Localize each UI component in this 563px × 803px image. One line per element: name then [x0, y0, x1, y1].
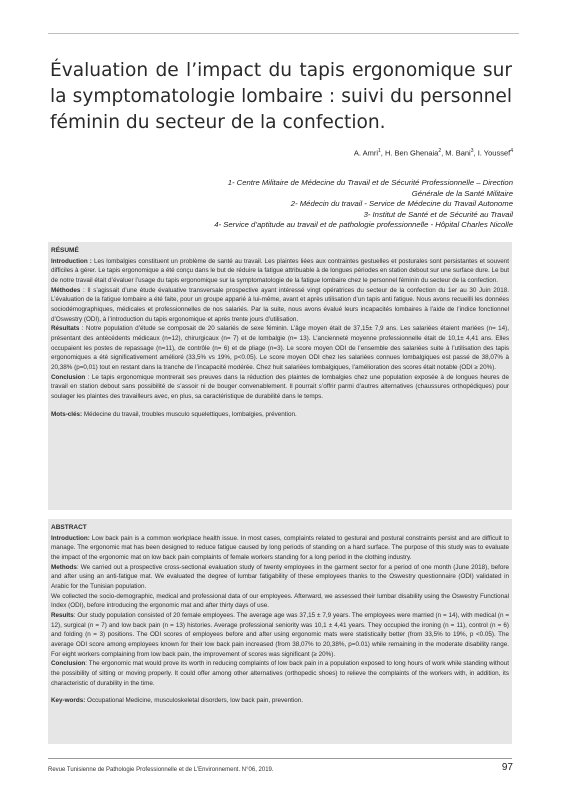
affiliation-line: 2- Médecin du travail - Service de Médecine du Travail Autonome — [290, 199, 513, 208]
section-label: Methods — [51, 563, 77, 571]
section-label: Conclusion — [51, 373, 86, 381]
author-name: I. Youssef — [477, 148, 511, 158]
author-name: M. Bani — [445, 148, 471, 158]
abstract-methods-continued: We collected the socio-demographic, medical and professional data of our employees. Afterward, we assessed their lumbar disability using the Oswestry Functional Index (ODI), before introducing the ergonomic mat and after thirty days of use. — [51, 592, 509, 610]
resume-heading: RÉSUMÉ — [51, 247, 79, 254]
author-affil-mark: 3 — [470, 148, 474, 154]
section-text: : Our study population consisted of 20 female employees. The average age was 37,15 ± 7,9 years. The employees were married (n = 14), with medical (n = 12), surgical (n = 7) and low back pain (n = 13) histories. Average professional seniority was 10,1 ± 4,41 years. They occupied the ironing (n = 11), control (n = 6) and folding (n = 3) positions. The ODI scores of employees before and after using ergonomic mats were statistically better (from 33,5% to 19%, p <0.05). The average ODI score among employees known for their low back pain increased (from 38,07% to 20,38%, p=0.01) while remaining in the moderate disability range. For eight workers complaining from low back pain, the improvement of scores was significant (≥ 20%). — [51, 611, 509, 658]
section-text: Les lombalgies constituent un problème de santé au travail. Les plaintes liées aux contraintes gestuelles et posturales sont persistantes et souvent difficiles à gérer. Le tapis ergonomique a été conçu dans le but de réduire la fatigue attribuable à de longues périodes en station debout sur une surface dure. Le but de notre travail était d’évaluer l’usage du tapis ergonomique sur la symptomatologie de la fatigue lombaire chez le personnel féminin du secteur de la confection. — [51, 257, 509, 284]
section-text: : Notre population d’étude se composait de 20 salariés de sexe féminin. L’âge moyen était de 37,15± 7,9 ans. Les salariées étaient mariées (n= 14), présentant des antécédents médicaux (n=12), chirurgicaux (n= 7) et de lombalgie (n= 13). L’ancienneté moyenne professionnelle était de 10,1± 4,41 ans. Elles occupaient les postes de repassage (n=11), de contrôle (n= 6) et de pliage (n=3). Le score moyen ODI de l’ensemble des salariées suite à l’utilisation des tapis ergonomiques a été significativement amélioré (33,5% vs 19%, p<0.05). Le score moyen ODI chez les salariées connues lombalgiques est passé de 38,07% à 20,38% (p=0,01) tout en restant dans la tranche de l’incapacité modérée. Chez huit salariées lombalgiques, l’amélioration des scores était notable (ODI ≥ 20%). — [51, 325, 509, 371]
section-label: Conclusion — [51, 660, 86, 668]
resume-methods — [51, 286, 509, 325]
affiliation-line: 3- Institut de Santé et de Sécurité au Travail — [363, 209, 513, 219]
section-label: Résultats — [51, 325, 80, 333]
abstract-results — [51, 611, 509, 659]
section-text: : The ergonomic mat would prove its worth in reducing complaints of low back pain in a population exposed to long hours of work while standing without the possibility of sitting or moving properly. It could offer among other alternatives (orthopedic shoes) to relieve the complaints of the workers with, in addition, its characteristic of durability in the time. — [51, 660, 509, 687]
author-name: A. Amri — [353, 148, 379, 158]
section-text: Occupational Medicine, musculoskeletal disorders, low back pain, prevention. — [85, 697, 304, 705]
abstract-box — [48, 519, 512, 744]
author-name: H. Ben Ghenaia — [384, 148, 439, 158]
section-label: Introduction: — [51, 534, 90, 542]
section-text: : Il s’agissait d’une étude évaluative transversale prospective ayant intéressé vingt opératrices du secteur de la confection du 1er au 30 Juin 2018. L’évaluation de la fatigue lombaire a été faite, pour un groupe apparié à lui-même, avant et après utilisation d’un tapis anti fatigue. Nous avons recueilli les données sociodémographiques, médicales et professionnelles de nos salariés. Par la suite, nous avons évalué leurs incapacités lombaires à l’aide de l’indice fonctionnel d’Oswestry (ODI), à l’introduction du tapis ergonomique et après trente jours d’utilisation. — [51, 286, 509, 323]
section-text: : Le tapis ergonomique montrerait ses preuves dans la réduction des plaintes de lombalgies chez une population exposée à de longues heures de travail en station debout sans possibilité de s’assoir ni de bouger convenablement. Il pourrait s’offrir parmi d’autres alternatives (chaussures orthopédiques) pour soulager les plaintes des travailleurs avec, en plus, sa caractéristique de durabilité dans le temps. — [51, 373, 509, 400]
section-text: Low back pain is a common workplace health issue. In most cases, complaints related to gestural and postural constraints persist and are difficult to manage. The ergonomic mat has been designed to reduce fatigue caused by long periods of standing on a hard surface. The purpose of this study was to evaluate the impact of the ergonomic mat on low back pain complaints of female workers standing for a long period in the clothing industry. — [51, 534, 509, 561]
abstract-heading: ABSTRACT — [51, 524, 87, 531]
author-affil-mark: 2 — [438, 148, 442, 154]
section-label: Key-words: — [51, 697, 86, 705]
section-label: Results — [51, 611, 74, 619]
affiliation-line: 4- Service d’aptitude au travail et de pathologie professionnelle - Hôpital Charles Nicolle — [214, 220, 513, 229]
journal-citation: Revue Tunisienne de Pathologie Professionnelle et de L’Environnement. N°06, 2019. — [48, 767, 274, 773]
footer-rule — [48, 758, 512, 759]
abstract-keywords — [51, 696, 509, 706]
section-label: Introduction : — [51, 257, 92, 265]
abstract-conclusion — [51, 659, 509, 688]
author-list: A. Amri$^1$, H. Ben Ghenaia$^2$, M. Bani$^3$, I. Youssef$^4$ — [353, 148, 513, 158]
resume-conclusion — [51, 373, 509, 402]
resume-keywords — [51, 410, 509, 420]
affiliation-line: 1- Centre Militaire de Médecine du Travail et de Sécurité Professionnelle – Direction — [227, 178, 513, 187]
article-title: Évaluation de l’impact du tapis ergonomique sur la symptomatologie lombaire : suivi du personnel féminin du secteur de la confection. — [50, 60, 512, 133]
abstract-methods — [51, 563, 509, 592]
author-affil-mark: 4 — [510, 148, 513, 154]
section-label: Mots-clés: — [51, 410, 83, 418]
section-text: : We carried out a prospective cross-sectional evaluation study of twenty employees in the garment sector for a period of one month (June 2018), before and after using an anti-fatigue mat. We evaluated the degree of lumbar fatigability of these employees thanks to the Oswestry questionnaire (ODI) validated in Arabic for the Tunisian population. — [51, 563, 509, 590]
page-number: 97 — [501, 762, 513, 773]
affiliations — [93, 178, 513, 231]
author-affil-mark: 1 — [378, 148, 381, 154]
resume-results — [51, 324, 509, 372]
section-label: Méthodes — [51, 286, 81, 294]
resume-box — [48, 242, 512, 510]
resume-introduction — [51, 257, 509, 286]
section-text: Médecine du travail, troubles musculo squelettiques, lombalgies, prévention. — [82, 410, 297, 418]
top-rule — [48, 33, 519, 34]
affiliation-line: Générale de la Santé Militaire — [411, 188, 513, 198]
abstract-introduction — [51, 534, 509, 563]
